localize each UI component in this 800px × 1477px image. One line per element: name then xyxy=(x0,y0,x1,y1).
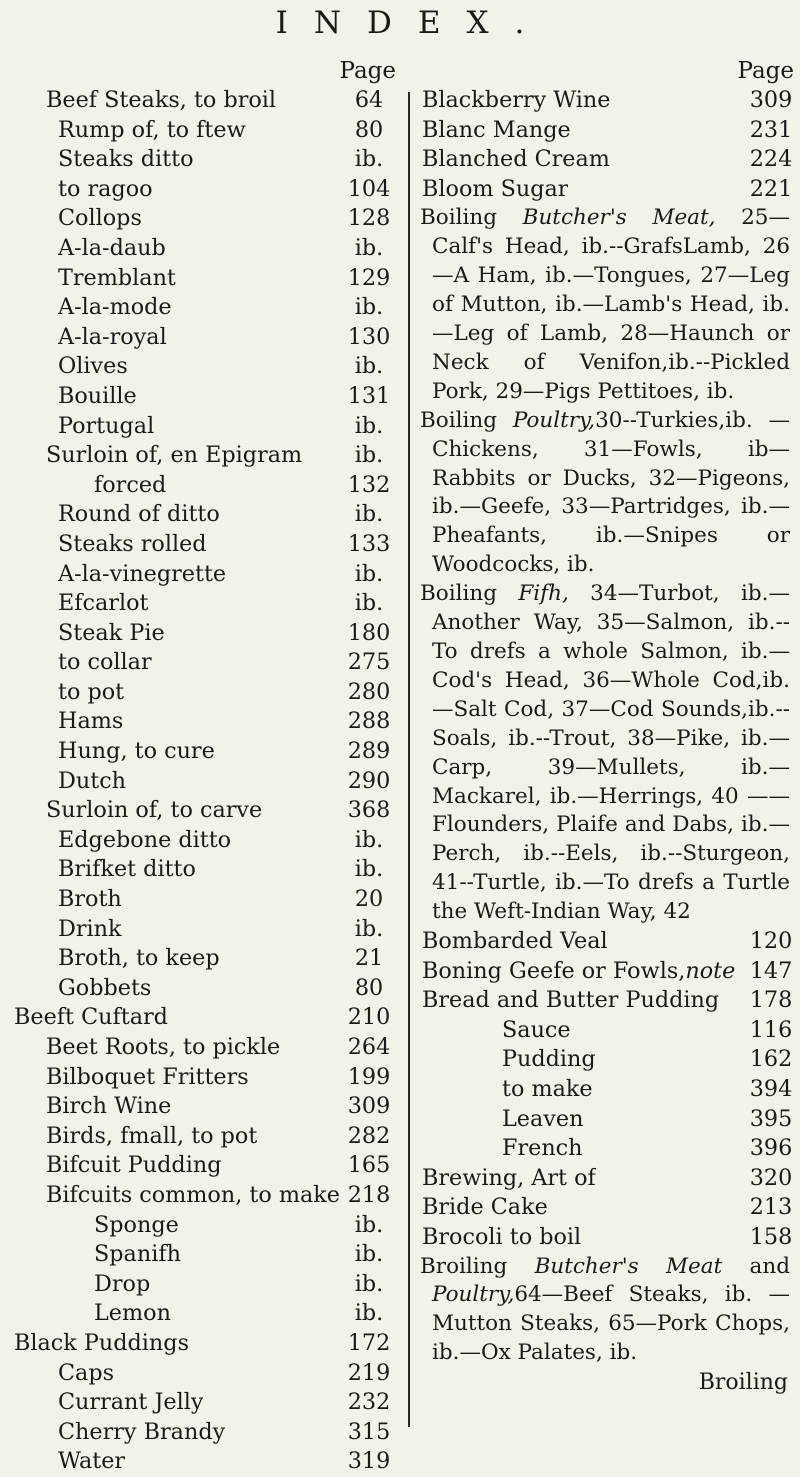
entry-page: 131 xyxy=(347,382,391,409)
entry-label: Black Puddings xyxy=(14,1329,190,1356)
entry-label: Beef Steaks, to broil xyxy=(46,87,277,113)
index-entry xyxy=(422,986,794,1016)
boiling-butchers-meat-entry: Boiling Butcher's Meat, 25—Calf's Head, ib.--GrafsLamb, 26—A Ham, ib.—Tongues, 27—Leg of Mutton, ib.—Lamb's Head, ib.—Leg of Lamb, 28—Haunch or Neck of Venifon,ib.--Pickled Pork, 29—Pigs Pettitoes, ib. xyxy=(420,205,790,404)
index-entry xyxy=(14,1359,396,1389)
entry-page: 116 xyxy=(749,1016,793,1043)
column-divider xyxy=(408,92,410,1427)
index-entry xyxy=(14,1388,396,1418)
entry-label: Beet Roots, to pickle xyxy=(46,1034,281,1060)
left-page-heading: Page xyxy=(339,58,396,84)
index-entry xyxy=(14,1063,396,1093)
entry-page: 275 xyxy=(347,649,391,676)
entry-page: 199 xyxy=(347,1063,391,1090)
entry-page: 165 xyxy=(347,1152,391,1179)
entry-label: Tremblant xyxy=(58,264,176,291)
entry-page: 80 xyxy=(354,116,384,143)
entry-page: ib. xyxy=(354,294,384,321)
index-entry xyxy=(14,648,396,678)
index-entry xyxy=(14,678,396,708)
index-entry xyxy=(422,86,794,116)
entry-label: Round of ditto xyxy=(58,501,220,528)
right-page-heading: Page xyxy=(737,58,794,84)
entry-page: 320 xyxy=(749,1164,793,1191)
index-entry xyxy=(14,530,396,560)
index-entry xyxy=(14,116,396,146)
entry-label: Sauce xyxy=(502,1016,571,1043)
entry-page: 172 xyxy=(347,1329,391,1356)
entry-page: 395 xyxy=(749,1105,793,1132)
entry-label: Collops xyxy=(58,205,142,232)
index-entry xyxy=(14,767,396,797)
entry-label: Spanifh xyxy=(94,1241,181,1268)
entry-label: A-la-royal xyxy=(58,323,167,350)
entry-page: 180 xyxy=(347,619,391,646)
index-entry xyxy=(14,204,396,234)
boiling-fish-entry: Boiling Fifh, 34—Turbot, ib.—Another Way, 35—Salmon, ib.--To drefs a whole Salmon, ib.—Cod's Head, 36—Whole Cod,ib.—Salt Cod, 37—Cod Sounds,ib.--Soals, ib.--Trout, 38—Pike, ib.—Carp, 39—Mullets, ib.—Mackarel, ib.—Herrings, 40 ——Flounders, Plaife and Dabs, ib.—Perch, ib.--Eels, ib.--Sturgeon, 41--Turtle, ib.—To drefs a Turtle the Weft-Indian Way, 42 xyxy=(420,581,790,925)
entry-page: 129 xyxy=(347,264,391,291)
entry-label: Birds, fmall, to pot xyxy=(46,1122,258,1149)
index-entry xyxy=(14,796,396,826)
right-column xyxy=(422,56,794,1397)
entry-label: Surloin of, to carve xyxy=(46,797,263,824)
entry-label: A-la-daub xyxy=(58,234,166,261)
entry-label: A-la-vinegrette xyxy=(58,560,227,587)
entry-page: 213 xyxy=(749,1194,793,1221)
entry-page: 231 xyxy=(749,116,793,143)
index-entry xyxy=(422,927,794,957)
index-entry xyxy=(14,471,396,501)
entry-label: Blackberry Wine xyxy=(422,87,611,113)
entry-page: 309 xyxy=(749,87,793,113)
entry-label: A-la-mode xyxy=(58,294,172,321)
entry-label: to ragoo xyxy=(58,175,153,202)
entry-label: Hams xyxy=(58,708,124,735)
entry-page: 128 xyxy=(347,205,391,232)
entry-page: 104 xyxy=(347,175,391,202)
entry-label: Bombarded Veal xyxy=(422,928,608,955)
entry-page: 290 xyxy=(347,767,391,794)
entry-label: Bifcuits common, to make xyxy=(46,1181,341,1208)
index-entry xyxy=(422,1164,794,1194)
entry-label: Drop xyxy=(94,1270,151,1297)
entry-label: Brewing, Art of xyxy=(422,1164,596,1191)
entry-label: forced xyxy=(94,471,167,498)
index-entry xyxy=(14,1329,396,1359)
entry-page: 282 xyxy=(347,1122,391,1149)
index-entry xyxy=(14,234,396,264)
index-entry xyxy=(422,1134,794,1164)
entry-page: 221 xyxy=(749,175,793,202)
entry-page: ib. xyxy=(354,353,384,380)
entry-page: ib. xyxy=(354,590,384,617)
entry-page: 64 xyxy=(354,87,384,113)
entry-page: 288 xyxy=(347,708,391,735)
entry-page: ib. xyxy=(354,560,384,587)
index-entry xyxy=(14,293,396,323)
index-entry xyxy=(422,1193,794,1223)
entry-page: 20 xyxy=(354,886,384,913)
entry-page: 264 xyxy=(347,1034,391,1060)
index-entry xyxy=(14,707,396,737)
index-entry xyxy=(14,352,396,382)
entry-label: Sponge xyxy=(94,1211,179,1238)
broiling-entry: Broiling Butcher's Meat and Poultry,64—Beef Steaks, ib. —Mutton Steaks, 65—Pork Chops, ib.—Ox Palates, ib. xyxy=(420,1253,790,1366)
entry-page: ib. xyxy=(354,501,384,528)
index-entry xyxy=(14,382,396,412)
entry-page: 21 xyxy=(354,945,384,972)
entry-label: Brifket ditto xyxy=(58,856,196,883)
entry-page: 132 xyxy=(347,471,391,498)
entry-page: 319 xyxy=(347,1448,391,1475)
entry-page: 309 xyxy=(347,1093,391,1120)
index-entry xyxy=(14,1181,396,1211)
entry-label: Bread and Butter Pudding xyxy=(422,987,720,1014)
entry-label: Broth, to keep xyxy=(58,945,220,972)
entry-page: ib. xyxy=(354,856,384,883)
entry-page: ib. xyxy=(354,442,384,469)
index-entry xyxy=(14,86,396,116)
entry-page: 368 xyxy=(347,797,391,824)
index-entry xyxy=(14,826,396,856)
index-entry xyxy=(422,1105,794,1135)
index-entry xyxy=(14,1092,396,1122)
index-entry xyxy=(14,1299,396,1329)
entry-page: 120 xyxy=(749,928,793,955)
entry-page: ib. xyxy=(354,146,384,173)
entry-label: Brocoli to boil xyxy=(422,1223,582,1250)
entry-label: Birch Wine xyxy=(46,1093,172,1120)
entry-label: Edgebone ditto xyxy=(58,826,232,853)
index-entry xyxy=(14,944,396,974)
index-entry xyxy=(422,1016,794,1046)
index-entry xyxy=(14,1270,396,1300)
entry-label: Gobbets xyxy=(58,974,152,1001)
entry-page: 130 xyxy=(347,323,391,350)
index-entry xyxy=(14,1122,396,1152)
entry-label: Dutch xyxy=(58,767,127,794)
entry-label: Hung, to cure xyxy=(58,738,215,765)
entry-label: Blanched Cream xyxy=(422,146,610,173)
index-entry xyxy=(422,175,794,205)
entry-page: 394 xyxy=(749,1076,793,1102)
entry-label: Steaks rolled xyxy=(58,530,207,557)
entry-page: ib. xyxy=(354,1270,384,1297)
index-entry xyxy=(422,1075,794,1105)
index-entry: Boning Geefe or Fowls,note 147 xyxy=(422,957,793,984)
entry-page: 162 xyxy=(749,1046,793,1073)
entry-page: 158 xyxy=(749,1223,793,1250)
entry-label: Leaven xyxy=(502,1105,584,1132)
entry-page: 289 xyxy=(347,738,391,765)
index-entry xyxy=(14,737,396,767)
index-entry xyxy=(14,500,396,530)
entry-label: French xyxy=(502,1135,583,1162)
entry-page: 232 xyxy=(347,1389,391,1416)
entry-label: Steaks ditto xyxy=(58,146,194,173)
entry-label: Efcarlot xyxy=(58,590,149,617)
entry-label: Drink xyxy=(58,915,122,942)
index-entry xyxy=(14,412,396,442)
entry-label: Steak Pie xyxy=(58,619,165,646)
index-entry xyxy=(422,1223,794,1253)
index-entry xyxy=(14,915,396,945)
entry-label: Olives xyxy=(58,353,128,380)
entry-page: ib. xyxy=(354,1211,384,1238)
entry-label: Bloom Sugar xyxy=(422,175,569,202)
entry-label: Broth xyxy=(58,886,122,913)
entry-label: Portugal xyxy=(58,412,155,439)
index-entry xyxy=(14,264,396,294)
catchword: Broiling xyxy=(698,1370,788,1396)
entry-label: Pudding xyxy=(502,1046,596,1073)
index-entry xyxy=(14,1003,396,1033)
entry-label: Bride Cake xyxy=(422,1194,548,1221)
entry-label: Lemon xyxy=(94,1300,171,1327)
entry-page: 396 xyxy=(749,1135,793,1162)
entry-page: 219 xyxy=(347,1359,391,1386)
entry-page: 224 xyxy=(749,146,793,173)
entry-label: Bouille xyxy=(58,382,137,409)
entry-label: Cherry Brandy xyxy=(58,1418,226,1445)
entry-label: Bilboquet Fritters xyxy=(46,1063,249,1090)
entry-label: Surloin of, en Epigram xyxy=(46,442,303,469)
entry-label: Bifcuit Pudding xyxy=(46,1152,222,1179)
index-entry xyxy=(14,885,396,915)
entry-label: Currant Jelly xyxy=(58,1389,204,1416)
index-entry xyxy=(14,175,396,205)
index-entry xyxy=(14,560,396,590)
entry-page: 80 xyxy=(354,974,384,1001)
index-entry xyxy=(14,974,396,1004)
entry-label: Beeft Cuftard xyxy=(14,1004,168,1031)
index-entry xyxy=(422,116,794,146)
index-entry xyxy=(422,1045,794,1075)
entry-page: 218 xyxy=(347,1181,391,1208)
index-entry xyxy=(14,1211,396,1241)
index-entry xyxy=(14,441,396,471)
entry-page: 133 xyxy=(347,530,391,557)
entry-label: Blanc Mange xyxy=(422,116,571,143)
left-column xyxy=(14,56,396,1477)
entry-page: ib. xyxy=(354,412,384,439)
entry-page: ib. xyxy=(354,1241,384,1268)
index-entry xyxy=(14,145,396,175)
boiling-poultry-entry: Boiling Poultry,30--Turkies,ib. —Chickens, 31—Fowls, ib—Rabbits or Ducks, 32—Pigeons, ib.—Geefe, 33—Partridges, ib.—Pheafants, ib.—Snipes or Woodcocks, ib. xyxy=(420,407,790,578)
entry-label: to collar xyxy=(58,649,152,676)
entry-page: ib. xyxy=(354,915,384,942)
index-entry xyxy=(14,323,396,353)
entry-page: ib. xyxy=(354,1300,384,1327)
entry-label: to make xyxy=(502,1076,593,1102)
entry-label: Water xyxy=(58,1448,126,1475)
entry-page: 178 xyxy=(749,987,793,1014)
page-title: INDEX. xyxy=(275,5,551,41)
index-entry xyxy=(14,1418,396,1448)
entry-label: to pot xyxy=(58,678,125,705)
entry-label: Caps xyxy=(58,1359,115,1386)
index-entry xyxy=(14,1033,396,1063)
index-entry xyxy=(14,1240,396,1270)
index-entry xyxy=(14,589,396,619)
index-entry xyxy=(14,855,396,885)
entry-page: 315 xyxy=(347,1418,391,1445)
index-entry xyxy=(422,145,794,175)
entry-page: ib. xyxy=(354,234,384,261)
index-entry xyxy=(14,1447,396,1477)
entry-page: 210 xyxy=(347,1004,391,1031)
entry-label: Rump of, to ftew xyxy=(58,116,246,143)
entry-page: 280 xyxy=(347,678,391,705)
index-entry xyxy=(14,619,396,649)
index-entry xyxy=(14,1151,396,1181)
entry-page: ib. xyxy=(354,826,384,853)
